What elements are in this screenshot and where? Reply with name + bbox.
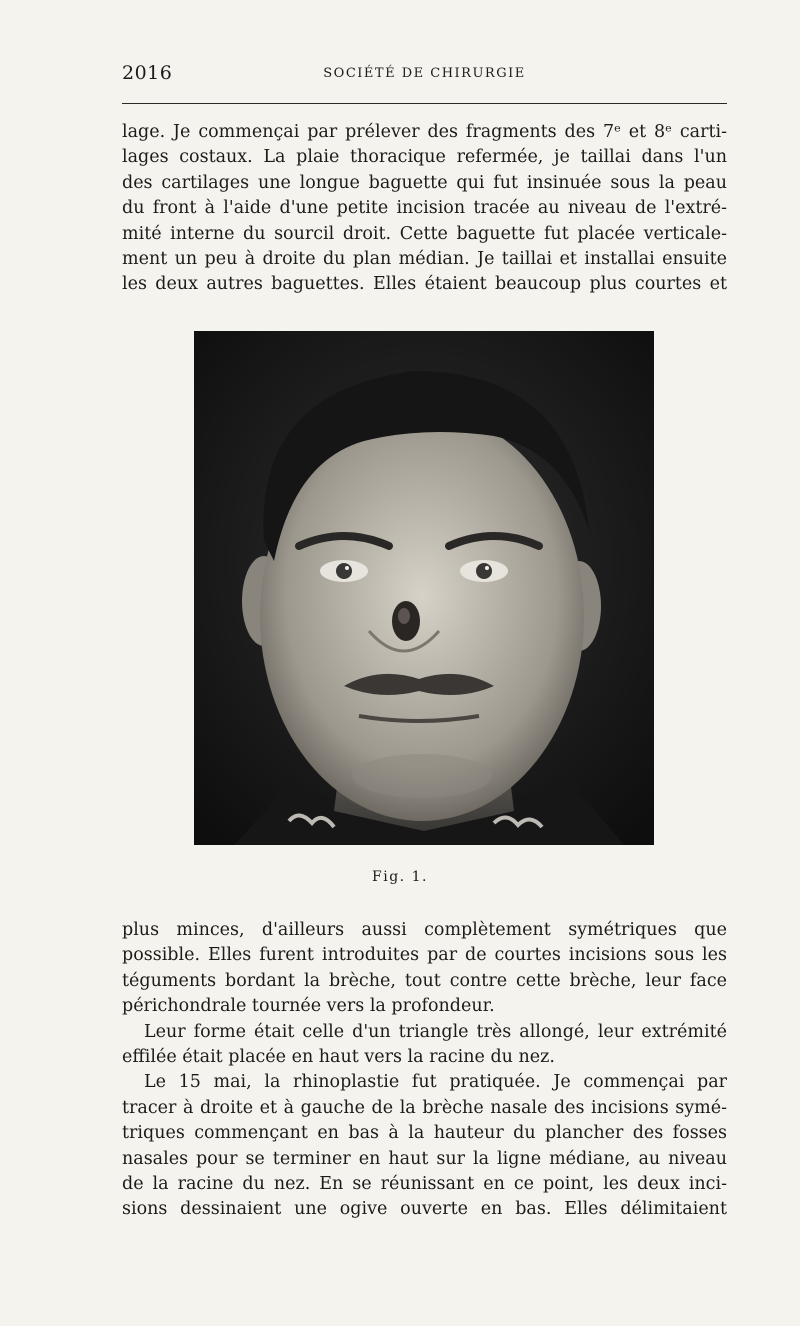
text-line: plus minces, d'ailleurs aussi complètement symétriques que [122,920,727,940]
text-line: lage. Je commençai par prélever des fragments des 7ᵉ et 8ᵉ carti- [122,122,727,142]
text-line: tracer à droite et à gauche de la brèche nasale des incisions symé- [122,1097,727,1118]
header-rule [122,103,727,104]
text-line: des cartilages une longue baguette qui fut insinuée sous la peau [122,172,727,193]
text-line: ment un peu à droite du plan médian. Je taillai et installai ensuite [122,248,727,269]
text-line: possible. Elles furent introduites par de courtes incisions sous les [122,945,727,966]
text-line: sions dessinaient une ogive ouverte en bas. Elles délimitaient [122,1199,727,1220]
body-text-top [122,120,727,298]
text-line: effilée était placée en haut vers la racine du nez. [122,1046,555,1067]
figure-caption: Fig. 1. [372,869,428,885]
body-text-bottom [122,918,727,1223]
portrait-image [194,331,654,845]
text-line: de la racine du nez. En se réunissant en ce point, les deux inci- [122,1173,727,1194]
text-line: périchondrale tournée vers la profondeur. [122,996,495,1017]
patient-photograph [194,331,654,845]
running-head: SOCIÉTÉ DE CHIRURGIE [323,66,526,81]
text-line: du front à l'aide d'une petite incision tracée au niveau de l'extré- [122,198,727,219]
text-line: mité interne du sourcil droit. Cette baguette fut placée verticale- [122,223,727,244]
page-number: 2016 [122,62,173,84]
text-line: Leur forme était celle d'un triangle très allongé, leur extrémité [144,1021,727,1042]
text-line: Le 15 mai, la rhinoplastie fut pratiquée. Je commençai par [144,1072,727,1093]
text-line: téguments bordant la brèche, tout contre cette brèche, leur face [122,970,727,991]
page-header [122,62,727,90]
text-line: nasales pour se terminer en haut sur la ligne médiane, au niveau [122,1148,727,1169]
text-line: lages costaux. La plaie thoracique refermée, je taillai dans l'un [122,147,727,168]
text-line: triques commençant en bas à la hauteur du plancher des fosses [122,1123,727,1144]
text-line: les deux autres baguettes. Elles étaient beaucoup plus courtes et [122,274,727,295]
